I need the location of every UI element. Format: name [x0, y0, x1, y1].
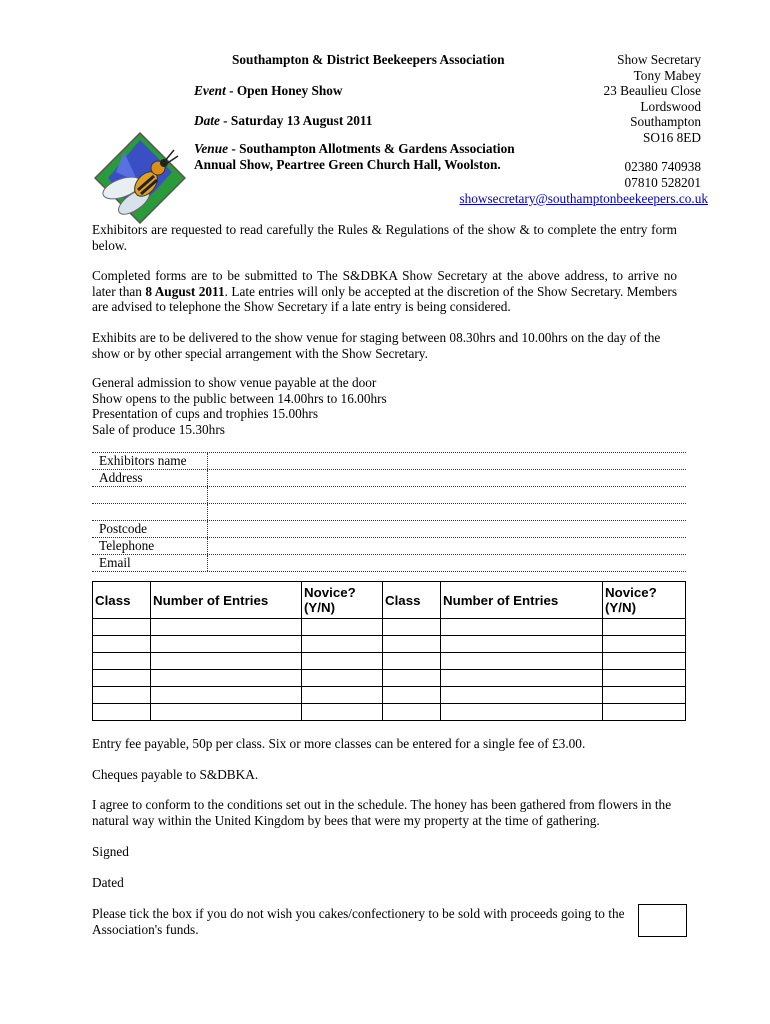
secretary-title: Show Secretary [617, 52, 701, 67]
secretary-phone1: 02380 740938 [624, 159, 701, 174]
secretary-email-link[interactable]: showsecretary@southamptonbeekeepers.co.uk [459, 191, 708, 206]
table-row[interactable] [93, 687, 686, 704]
agreement-text: I agree to conform to the conditions set out in the schedule. The honey has been gathered from flowers in the natural way within the United Kingdom by bees that were my property at the time of gathering. [92, 797, 672, 828]
exhibitor-details-form [92, 452, 686, 572]
dated-label: Dated [92, 875, 124, 890]
name-row[interactable] [92, 452, 686, 470]
event-value: - Open Honey Show [225, 83, 343, 98]
tick-box-instructions: Please tick the box if you do not wish you cakes/confectionery to be sold with proceeds going to the Association's funds. [92, 906, 625, 937]
instructions-paragraph: Exhibitors are requested to read carefully the Rules & Regulations of the show & to complete the entry form below. [92, 222, 677, 253]
submission-deadline: 8 August 2011 [145, 283, 225, 299]
table-row[interactable] [93, 653, 686, 670]
cheques-text: Cheques payable to S&DBKA. [92, 767, 259, 782]
table-row[interactable] [93, 670, 686, 687]
date-label: Date [194, 113, 220, 128]
entries-header: Number of Entries [151, 582, 302, 619]
table-row[interactable] [93, 619, 686, 636]
table-row[interactable] [93, 704, 686, 721]
secretary-phones [625, 159, 701, 190]
venue-line2: Annual Show, Peartree Green Church Hall, Woolston. [194, 157, 501, 172]
schedule-list [92, 375, 677, 437]
secretary-address1: 23 Beaulieu Close [603, 83, 701, 98]
secretary-name: Tony Mabey [633, 67, 701, 83]
schedule-item: Sale of produce 15.30hrs [92, 421, 225, 437]
submission-text-a: Completed forms are to be submitted to The S&DBKA Show Secretary at the above address, to arrive no later than [92, 268, 677, 299]
submission-paragraph [92, 268, 677, 315]
entries-header: Number of Entries [441, 582, 603, 619]
association-name: Southampton & District Beekeepers Association [232, 52, 505, 67]
secretary-address [604, 52, 702, 145]
secretary-postcode: SO16 8ED [643, 129, 701, 145]
email-row[interactable] [92, 555, 686, 572]
address-row[interactable] [92, 470, 686, 487]
class-header: Class [383, 582, 441, 619]
venue-block [194, 141, 515, 173]
postcode-label: Postcode [99, 521, 148, 536]
table-row[interactable] [93, 636, 686, 653]
class-entries-table [92, 581, 686, 721]
submission-text-b: . Late entries will only be accepted at the discretion of the Show Secretary. Members are advised to telephone the Show Secretary if a late entry is being considered. [92, 283, 677, 314]
opt-out-checkbox[interactable] [638, 904, 687, 937]
novice-header: Novice? (Y/N) [603, 582, 686, 619]
class-header: Class [93, 582, 151, 619]
secretary-address2: Lordswood [640, 98, 701, 114]
event-label: Event [194, 83, 226, 98]
event-line [194, 83, 343, 99]
novice-header: Novice? (Y/N) [302, 582, 383, 619]
telephone-row[interactable] [92, 538, 686, 555]
email-label: Email [99, 555, 131, 570]
telephone-label: Telephone [99, 538, 155, 553]
address-row-3[interactable] [92, 504, 686, 521]
schedule-item: General admission to show venue payable at the door [92, 375, 377, 390]
postcode-row[interactable] [92, 521, 686, 538]
secretary-address3: Southampton [630, 114, 701, 129]
address-label: Address [99, 470, 143, 485]
name-label: Exhibitors name [99, 453, 187, 468]
address-row-2[interactable] [92, 487, 686, 504]
delivery-paragraph: Exhibits are to be delivered to the show venue for staging between 08.30hrs and 10.00hrs on the day of the show or by other special arrangement with the Show Secretary. [92, 330, 661, 361]
date-line [194, 113, 372, 129]
venue-label: Venue [194, 141, 228, 156]
entry-fee-text: Entry fee payable, 50p per class. Six or more classes can be entered for a single fee of £3.00. [92, 736, 586, 751]
signed-label: Signed [92, 844, 129, 859]
schedule-item: Presentation of cups and trophies 15.00hrs [92, 406, 319, 421]
secretary-phone2: 07810 528201 [624, 174, 701, 190]
schedule-item: Show opens to the public between 14.00hrs to 16.00hrs [92, 390, 387, 406]
association-logo [94, 132, 186, 224]
venue-value: - Southampton Allotments & Gardens Association [228, 141, 515, 156]
date-value: - Saturday 13 August 2011 [219, 113, 373, 128]
